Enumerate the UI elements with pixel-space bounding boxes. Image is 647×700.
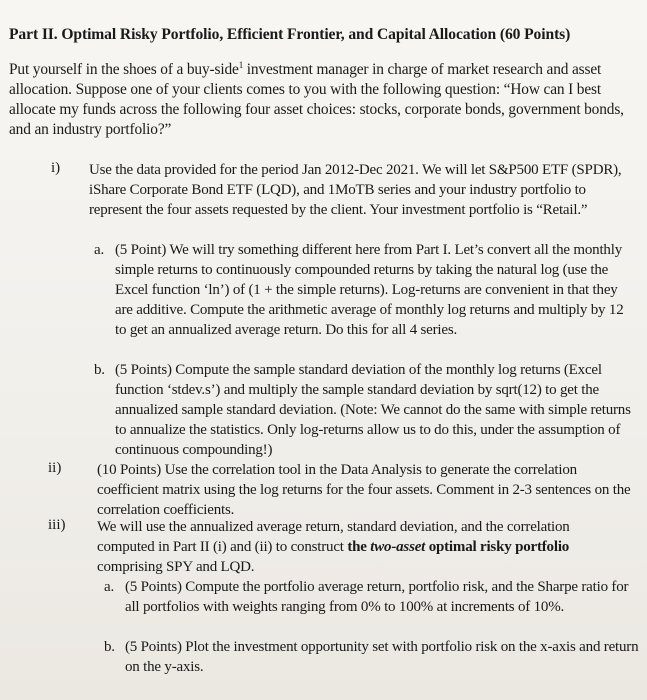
item-i-a-label: a. xyxy=(94,242,105,258)
intro-paragraph xyxy=(9,60,634,140)
item-i-a-text: (5 Point) We will try something different here from Part I. Let’s convert all the monthly simple returns to continuously compounded returns by taking the natural log (use the Excel function ‘ln’) of (1 + the simple returns). Log-returns are convenient in that they are additive. Compute the arithmetic average of monthly log returns and multiply by 12 to get an annualized average return. Do this for all 4 series. xyxy=(115,242,624,338)
item-iii-b-text: (5 Points) Plot the investment opportunity set with portfolio risk on the x-axis and return on the y-axis. xyxy=(125,639,639,675)
item-iii-b-label: b. xyxy=(104,639,115,655)
item-iii-bold xyxy=(347,539,569,555)
item-i-b-label: b. xyxy=(94,362,105,378)
item-i-text: Use the data provided for the period Jan 2012-Dec 2021. We will let S&P500 ETF (SPDR), iShare Corporate Bond ETF (LQD), and 1MoTB series and your industry portfolio to represent the four assets requested by the client. Your investment portfolio is “Retail.” xyxy=(89,162,622,218)
item-iii-text xyxy=(97,517,627,577)
item-iii-text-after: comprising SPY and LQD. xyxy=(97,559,255,575)
item-iii-a-text: (5 Points) Compute the portfolio average return, portfolio risk, and the Sharpe ratio for all portfolios with weights ranging from 0% to 100% at increments of 10%. xyxy=(125,579,629,615)
item-i-a xyxy=(94,240,635,340)
item-marker-ii: ii) xyxy=(48,460,62,476)
footnote-marker: 1 xyxy=(238,59,244,70)
intro-text-cont: investment manager in charge of market research and asset allocation. Suppose one of your clients comes to you with the following question: “How can I best allocate my funds across the following four asset choices: stocks, corporate bonds, government bonds, and an industry portfolio?” xyxy=(9,61,624,138)
item-iii-a-label: a. xyxy=(104,579,115,595)
intro-text: Put yourself in the shoes of a buy-side xyxy=(9,61,239,78)
item-iii-text-before: We will use the annualized average return, standard deviation, and the correlation computed in Part II (i) and (ii) to construct xyxy=(97,519,570,555)
item-iii-bold-2: optimal risky portfolio xyxy=(425,539,570,555)
item-ii-text: (10 Points) Use the correlation tool in the Data Analysis to generate the correlation coefficient matrix using the log returns for the four assets. Comment in 2-3 sentences on the correlation coefficients. xyxy=(97,462,631,518)
item-iii-bold-italic: two-asset xyxy=(370,539,426,555)
section-heading: Part II. Optimal Risky Portfolio, Efficient Frontier, and Capital Allocation (60 Points) xyxy=(9,26,571,43)
item-marker-i: i) xyxy=(51,160,61,176)
item-iii-bold-1: the xyxy=(347,539,371,555)
item-iii-a xyxy=(104,577,635,617)
item-i-b xyxy=(94,360,641,460)
item-marker-iii: iii) xyxy=(48,517,66,533)
item-i-b-text: (5 Points) Compute the sample standard deviation of the monthly log returns (Excel function ‘stdev.s’) and multiply the sample standard deviation by sqrt(12) to get the annualized sample standard deviation. (Note: We cannot do the same with simple returns to annualize the statistics. Only log-returns allow us to do this, under the assumption of continuous compounding!) xyxy=(115,362,631,458)
item-iii-b xyxy=(104,637,640,677)
